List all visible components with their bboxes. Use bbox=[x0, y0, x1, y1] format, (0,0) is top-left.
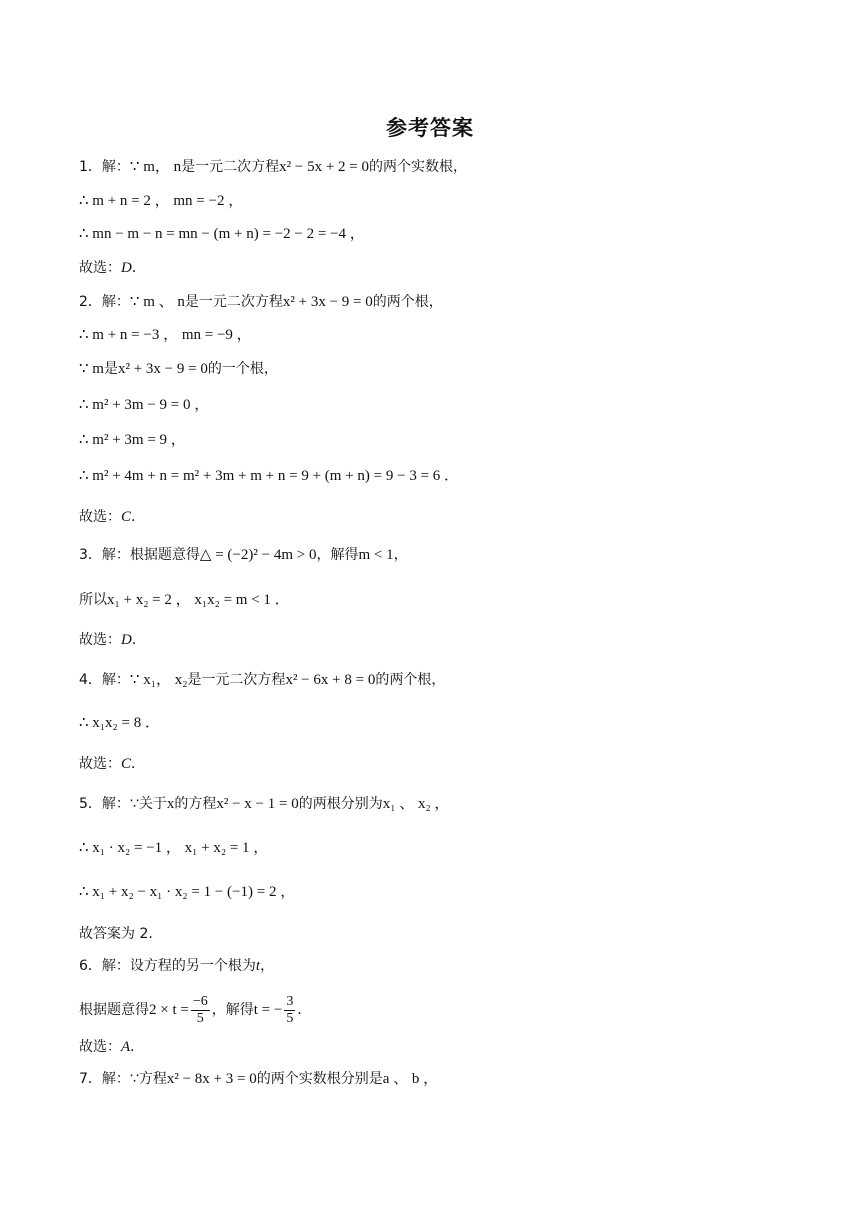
answer-choice: D bbox=[121, 260, 132, 276]
line-text: 3．解：根据题意得 bbox=[79, 547, 200, 563]
line-text: ． bbox=[131, 260, 146, 276]
line-text: 的两个根， bbox=[375, 672, 446, 688]
math-expr: x² − 5x + 2 = 0 bbox=[279, 159, 370, 175]
math-expr: ∴ m² + 3m − 9 = 0 ， bbox=[79, 397, 210, 413]
answer-choice: A bbox=[121, 1039, 131, 1055]
fraction-numerator: −6 bbox=[192, 993, 208, 1009]
line-text: 是一元二次方程 bbox=[184, 294, 283, 310]
math-expr: x² − x − 1 = 0 bbox=[216, 796, 299, 812]
line-text: 根据题意得 bbox=[79, 1002, 149, 1018]
math-expr: ∴ m + n = −3 ， mn = −9 ， bbox=[79, 327, 252, 343]
math-expr: ∵ m bbox=[79, 361, 104, 377]
solution-6-line-2 bbox=[79, 993, 311, 1027]
solution-1-line-2 bbox=[79, 191, 243, 211]
solution-5-answer bbox=[79, 924, 153, 944]
line-text: 是 bbox=[103, 361, 118, 377]
solution-3-line-1 bbox=[79, 545, 408, 565]
solution-7-line-1 bbox=[79, 1069, 438, 1089]
math-expr: ∴ x₁x₂ = 8 ． bbox=[79, 715, 160, 731]
line-text: 是一元二次方程 bbox=[181, 159, 280, 175]
line-text: ， bbox=[260, 958, 275, 974]
line-text: ． bbox=[131, 632, 146, 648]
solution-2-line-3 bbox=[79, 359, 278, 379]
line-text: 所以 bbox=[79, 592, 107, 608]
answer-choice: D bbox=[121, 632, 132, 648]
fraction-denominator: 5 bbox=[196, 1010, 204, 1026]
solution-5-line-3 bbox=[79, 882, 295, 902]
math-expr: ∴ m + n = 2 ， mn = −2 ， bbox=[79, 193, 244, 209]
solution-5-line-1 bbox=[79, 794, 449, 814]
solution-1-line-1 bbox=[79, 157, 467, 177]
line-text: 的两根分别为 bbox=[298, 796, 383, 812]
solution-2-line-1 bbox=[79, 292, 443, 312]
math-expr: t bbox=[255, 958, 261, 974]
line-text: 1．解： bbox=[79, 159, 130, 175]
line-text: ． bbox=[297, 1002, 312, 1018]
math-expr: x² − 8x + 3 = 0 bbox=[166, 1071, 257, 1087]
math-expr: 2 × t = bbox=[149, 1002, 189, 1018]
page-title: 参考答案 bbox=[386, 116, 474, 140]
solution-3-line-2 bbox=[79, 590, 290, 610]
solution-2-line-5 bbox=[79, 430, 186, 450]
math-expr: ∴ x₁ · x₂ = −1 ， x₁ + x₂ = 1 ， bbox=[79, 840, 269, 856]
line-text: 的两个实数根， bbox=[369, 159, 468, 175]
math-expr: x bbox=[166, 796, 175, 812]
math-expr: x² + 3x − 9 = 0 bbox=[282, 294, 373, 310]
math-expr: m < 1 bbox=[358, 547, 394, 563]
line-text: 的两个实数根分别是 bbox=[256, 1071, 383, 1087]
fraction bbox=[284, 994, 295, 1027]
math-expr: ∴ m² + 3m = 9 ， bbox=[79, 432, 186, 448]
math-expr: t = − bbox=[253, 1002, 283, 1018]
math-expr: ∵ m 、 n bbox=[129, 294, 185, 310]
math-expr: x² + 3x − 9 = 0 bbox=[117, 361, 208, 377]
line-text: ， bbox=[393, 547, 408, 563]
math-expr: x₁ 、 x₂ ， bbox=[382, 796, 450, 812]
line-text: 5．解：∵关于 bbox=[79, 796, 167, 812]
line-text: ． bbox=[130, 1039, 145, 1055]
math-expr: ∴ x₁ + x₂ − x₁ · x₂ = 1 − (−1) = 2 ， bbox=[79, 884, 296, 900]
fraction bbox=[191, 994, 210, 1027]
line-text: ，解得 bbox=[316, 547, 359, 563]
math-expr: x₁ + x₂ = 2 ， x₁x₂ = m < 1 ． bbox=[107, 592, 290, 608]
math-expr: ∵ m， n bbox=[129, 159, 182, 175]
line-text: 故选： bbox=[79, 1039, 121, 1055]
math-expr: △ = (−2)² − 4m > 0 bbox=[199, 547, 317, 563]
solution-2-answer bbox=[79, 507, 145, 527]
line-text: 故选： bbox=[79, 509, 121, 525]
line-text: ，解得 bbox=[211, 1002, 254, 1018]
line-text: ． bbox=[131, 756, 146, 772]
solution-6-line-1 bbox=[79, 956, 274, 976]
math-expr: x² − 6x + 8 = 0 bbox=[285, 672, 376, 688]
solution-2-line-4 bbox=[79, 395, 209, 415]
line-text: 4．解： bbox=[79, 672, 130, 688]
answer-choice: C bbox=[121, 756, 132, 772]
solution-5-line-2 bbox=[79, 838, 268, 858]
line-text: 故答案为 2. bbox=[79, 926, 153, 942]
math-expr: a 、 b ， bbox=[382, 1071, 439, 1087]
solution-3-answer bbox=[79, 630, 146, 650]
answer-choice: C bbox=[121, 509, 132, 525]
fraction-numerator: 3 bbox=[286, 993, 294, 1009]
solution-4-answer bbox=[79, 754, 145, 774]
line-text: 的方程 bbox=[174, 796, 217, 812]
solution-1-line-3 bbox=[79, 224, 365, 244]
line-text: 是一元二次方程 bbox=[187, 672, 286, 688]
line-text: ． bbox=[131, 509, 146, 525]
line-text: 故选： bbox=[79, 632, 121, 648]
line-text: 2．解： bbox=[79, 294, 130, 310]
solution-2-line-2 bbox=[79, 325, 252, 345]
math-expr: ∴ mn − m − n = mn − (m + n) = −2 − 2 = −4 ， bbox=[79, 226, 365, 242]
solution-4-line-2 bbox=[79, 713, 160, 733]
math-expr: ∵ x₁， x₂ bbox=[129, 672, 188, 688]
solution-2-line-6 bbox=[79, 466, 459, 486]
solution-1-answer bbox=[79, 258, 146, 278]
line-text: 6．解：设方程的另一个根为 bbox=[79, 958, 256, 974]
line-text: 7．解：∵方程 bbox=[79, 1071, 167, 1087]
line-text: 的一个根， bbox=[207, 361, 278, 377]
fraction-denominator: 5 bbox=[286, 1010, 294, 1026]
line-text: 故选： bbox=[79, 260, 121, 276]
math-expr: ∴ m² + 4m + n = m² + 3m + m + n = 9 + (m + n) = 9 − 3 = 6 ． bbox=[79, 468, 460, 484]
line-text: 的两个根， bbox=[372, 294, 443, 310]
solution-4-line-1 bbox=[79, 670, 445, 690]
solution-6-answer bbox=[79, 1037, 144, 1057]
line-text: 故选： bbox=[79, 756, 121, 772]
